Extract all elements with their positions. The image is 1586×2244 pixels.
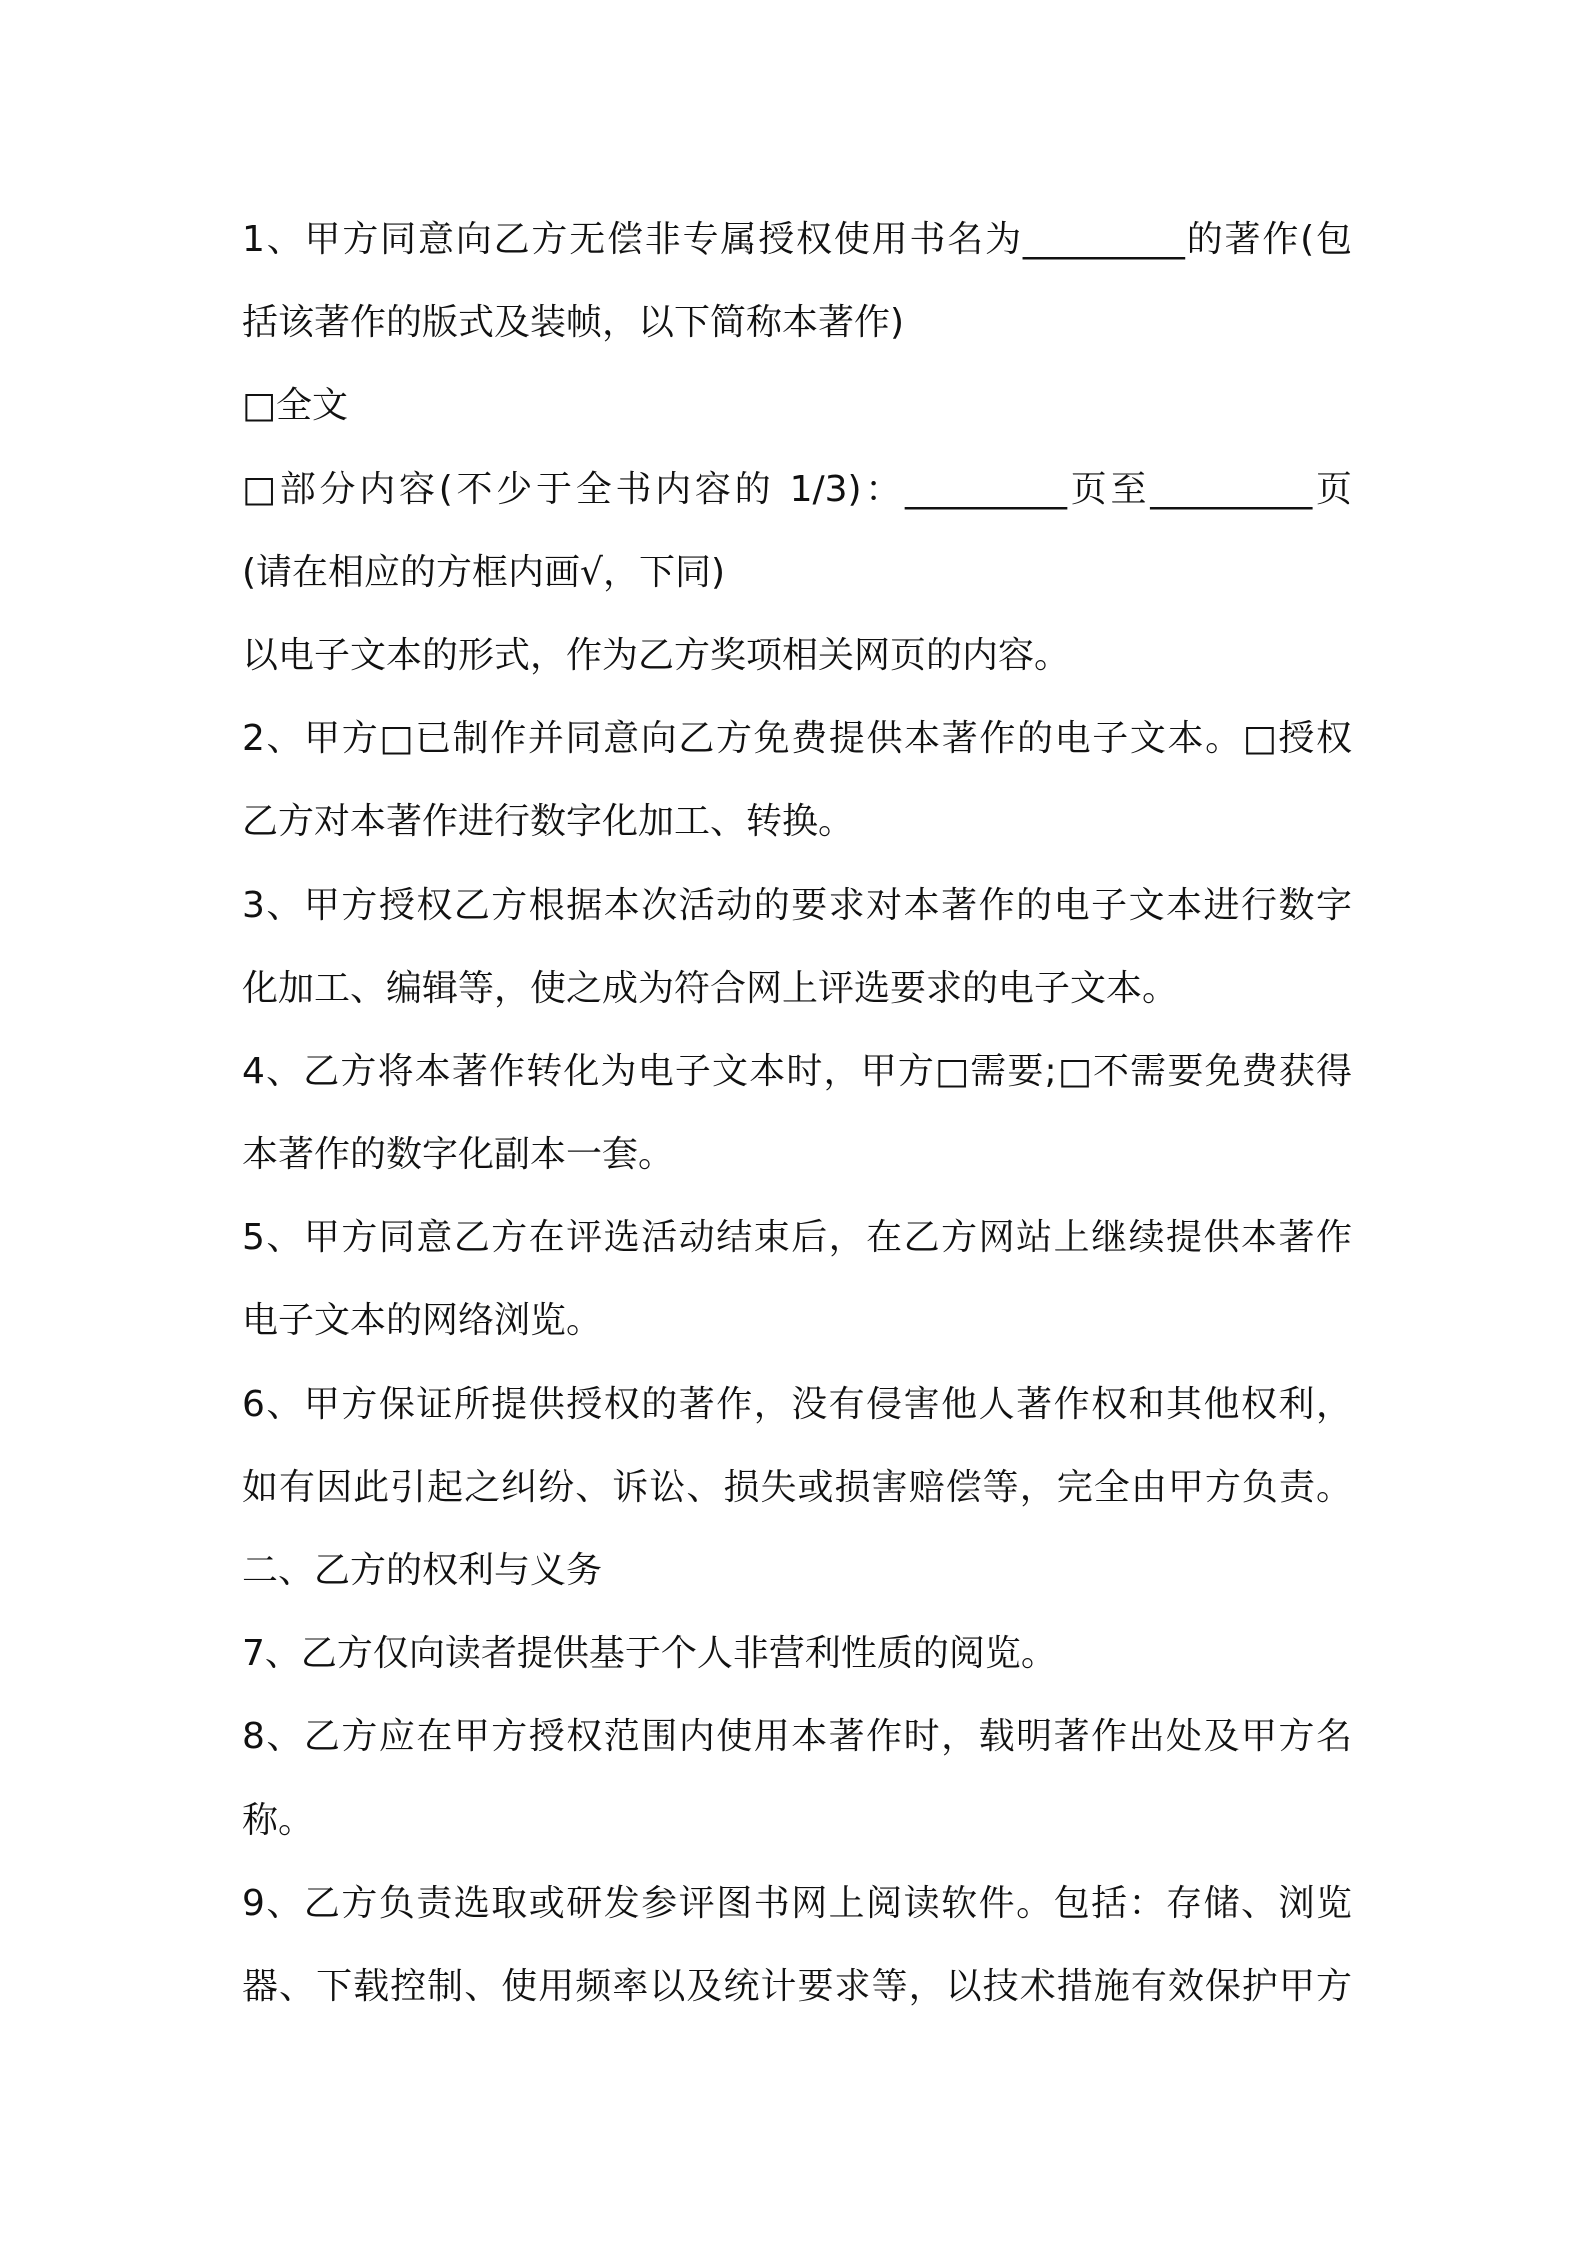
text-line: (请在相应的方框内画√，下同) [242, 551, 726, 593]
checkbox-option-full-text: □全文 [242, 385, 349, 427]
text-line: 1、甲方同意向乙方无偿非专属授权使用书名为_________的著作(包 [242, 219, 1352, 260]
text-line: 9、乙方负责选取或研发参评图书网上阅读软件。包括：存储、浏览 [242, 1882, 1352, 1924]
text-line: 以电子文本的形式，作为乙方奖项相关网页的内容。 [242, 634, 1071, 676]
text-line: 8、乙方应在甲方授权范围内使用本著作时，载明著作出处及甲方名 [242, 1716, 1352, 1758]
text-line: 电子文本的网络浏览。 [242, 1300, 603, 1342]
text-line: 本著作的数字化副本一套。 [242, 1134, 675, 1176]
text-line: 如有因此引起之纠纷、诉讼、损失或损害赔偿等，完全由甲方负责。 [242, 1466, 1352, 1508]
text-line: 5、甲方同意乙方在评选活动结束后，在乙方网站上继续提供本著作 [242, 1217, 1352, 1259]
text-line: 乙方对本著作进行数字化加工、转换。 [242, 801, 855, 843]
text-line: 3、甲方授权乙方根据本次活动的要求对本著作的电子文本进行数字 [242, 884, 1352, 926]
text-line: 括该著作的版式及装帧，以下简称本著作) [242, 302, 905, 344]
text-line: 器、下载控制、使用频率以及统计要求等，以技术措施有效保护甲方 [242, 1965, 1352, 2007]
text-line: 7、乙方仅向读者提供基于个人非营利性质的阅览。 [242, 1633, 1057, 1675]
text-line: 4、乙方将本著作转化为电子文本时，甲方□需要;□不需要免费获得 [242, 1050, 1352, 1092]
document-body [242, 198, 1352, 2028]
checkbox-option-partial-content: □部分内容(不少于全书内容的 1/3)：_________页至_________页 [242, 468, 1352, 510]
text-line: 6、甲方保证所提供授权的著作，没有侵害他人著作权和其他权利， [242, 1383, 1352, 1425]
text-line: 化加工、编辑等，使之成为符合网上评选要求的电子文本。 [242, 967, 1179, 1009]
text-line: 称。 [242, 1799, 315, 1841]
text-line: 2、甲方□已制作并同意向乙方免费提供本著作的电子文本。□授权 [242, 718, 1352, 760]
section-heading: 二、乙方的权利与义务 [242, 1550, 603, 1591]
